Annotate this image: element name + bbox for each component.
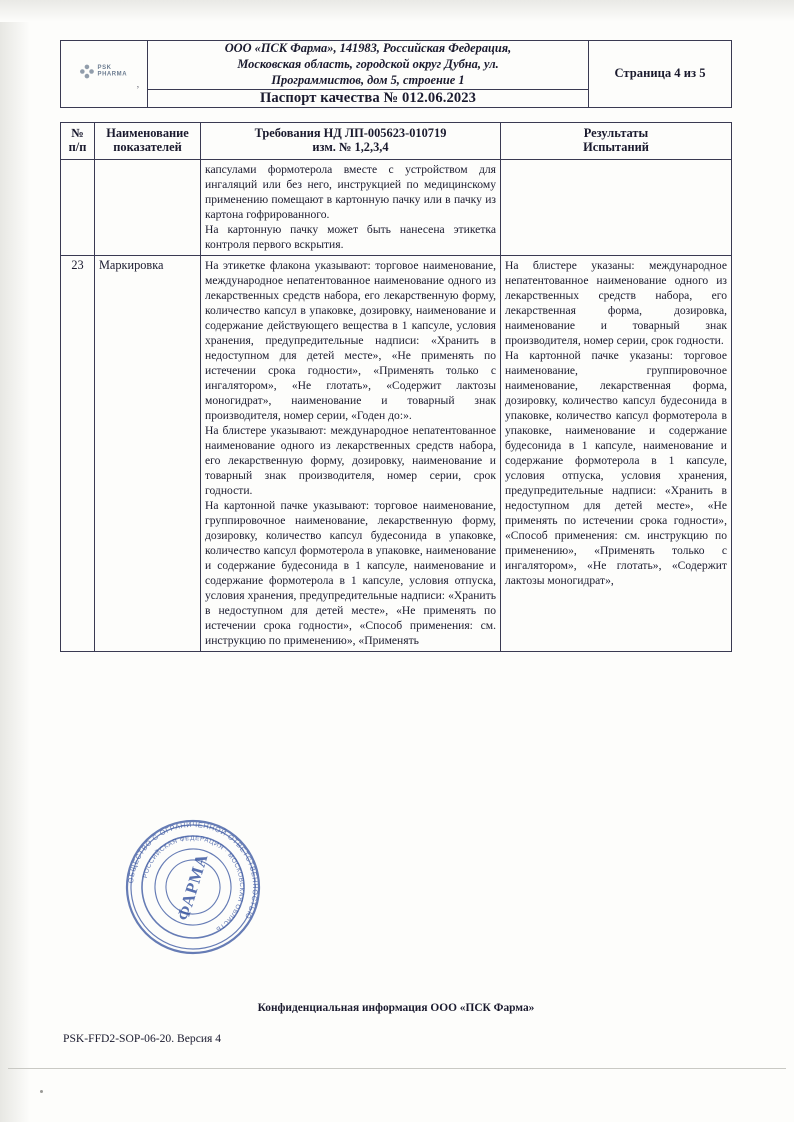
- logo-text-line1: PSK: [97, 64, 112, 71]
- column-header-results: [501, 122, 732, 159]
- footer-document-code: PSK-FFD2-SOP-06-20. Версия 4: [63, 1032, 222, 1045]
- footer-confidential-note: Конфиденциальная информация ООО «ПСК Фарма»: [257, 1002, 535, 1014]
- quality-control-stamp: [105, 799, 281, 975]
- svg-text:ОБЩЕСТВО С ОГРАНИЧЕННОЙ ОТВЕТС: ОБЩЕСТВО С ОГРАНИЧЕННОЙ ОТВЕТСТВЕННОСТЬЮ: [126, 819, 261, 921]
- column-header-results-line1: Результаты: [583, 125, 649, 140]
- company-logo-cell: [61, 41, 148, 108]
- psk-pharma-logo: [80, 64, 127, 78]
- row-number: 23: [61, 255, 95, 651]
- logo-text-line2: PHARMA: [97, 70, 128, 77]
- passport-title: Паспорт качества № 012.06.2023: [148, 89, 589, 107]
- specification-table: [60, 122, 732, 652]
- footer-divider: [8, 1068, 786, 1069]
- row-indicator-name: [95, 159, 201, 255]
- column-header-requirements-line1: Требования НД ЛП-005623-010719: [254, 125, 447, 140]
- table-row: [61, 159, 732, 255]
- svg-text:ФАРМА: ФАРМА: [173, 850, 212, 923]
- row-requirements: На этикетке флакона указывают: торговое наименование, международное непатентованное наименование одного из лекарственных средств набора, его лекарственную форму, количество капсул в упаковке, дозировку, наименование и содержание действующего вещества в 1 капсуле, условия хранения, предупредительные надписи: «Хранить в недоступном для детей месте», «Не применять по истечении срока годности», «Применять только с ингалятором», «Не глотать», «Содержит лактозы моногидрат», наименование и товарный знак производителя, номер серии, «Годен до:». На блистере указывают: международное непатентованное наименование одного из лекарственных средств набора, его лекарственную форму, дозировку, наименование и товарный знак производителя, номер серии, срок годности. На картонной пачке указывают: торговое наименование, группировочное наименование, лекарственную форму, дозировку, количество капсул будесонида в упаковке, количество капсул формотерола в упаковке, наименование и содержание будесонида в 1 капсуле, наименование и содержание формотерола в 1 капсуле, условия отпуска, условия хранения, предупредительные надписи: «Хранить в недоступном для детей месте», «Не применять по истечении срока годности», «Способ применения: см. инструкцию по применению», «Применять: [201, 255, 501, 651]
- column-header-name: [95, 122, 201, 159]
- company-address-cell: [148, 41, 589, 90]
- header-row-company: [61, 41, 732, 90]
- column-header-number-line2: п/п: [68, 140, 87, 155]
- column-header-results-line2: Испытаний: [583, 140, 649, 155]
- scan-edge-left: [0, 0, 30, 1122]
- column-header-name-line2: показателей: [113, 140, 182, 155]
- column-header-number: [61, 122, 95, 159]
- table-header-row: [61, 122, 732, 159]
- company-address-line-1: ООО «ПСК Фарма», 141983, Российская Федерация,: [224, 41, 512, 55]
- document-sheet: [60, 40, 732, 1080]
- row-results: На блистере указаны: международное непатентованное наименование одного из лекарственных средств набора, его лекарственная форма, дозировка, наименование и товарный знак производителя, номер серии, срок годности. На картонной пачке указаны: торговое наименование, группировочное наименование, лекарственная форма, дозировку, количество капсул будесонида в упаковке, количество капсул формотерола в упаковке, наименование и содержание будесонида в 1 капсуле, наименование и содержание формотерола в 1 капсуле, условия отпуска, условия хранения, предупредительные надписи: «Хранить в недоступном для детей месте», «Не применять по истечении срока годности», «Способ применения: см. инструкцию по применению», «Применять только с ингалятором», «Не глотать», «Содержит лактозы моногидрат»,: [501, 255, 732, 651]
- scan-edge-top: [0, 0, 794, 22]
- scan-artifact-dot: [40, 1090, 43, 1093]
- company-address-line-3: Программистов, дом 5, строение 1: [271, 72, 465, 87]
- column-header-number-line1: №: [71, 125, 84, 140]
- document-header-table: [60, 40, 732, 108]
- column-header-requirements-line2: изм. № 1,2,3,4: [312, 140, 389, 155]
- psk-pharma-logo-icon: [80, 64, 94, 78]
- logo-text: [98, 65, 128, 78]
- table-row: [61, 255, 732, 651]
- row-results: [501, 159, 732, 255]
- row-indicator-name: Маркировка: [95, 255, 201, 651]
- row-requirements: капсулами формотерола вместе с устройством для ингаляций или без него, инструкцией по медицинскому применению помещают в картонную пачку или в пачку из картона гофрированного. На картонную пачку может быть нанесена этикетка контроля первого вскрытия.: [201, 159, 501, 255]
- row-number: [61, 159, 95, 255]
- scan-tick-mark: ʼ: [136, 84, 140, 96]
- column-header-name-line1: Наименование: [106, 125, 189, 140]
- column-header-requirements: [201, 122, 501, 159]
- svg-text:РОССИЙСКАЯ ФЕДЕРАЦИЯ · МОСКОВС: РОССИЙСКАЯ ФЕДЕРАЦИЯ · МОСКОВСКАЯ ОБЛАСТЬ: [141, 834, 246, 933]
- company-address-line-2: Московская область, городской округ Дубна, ул.: [237, 56, 499, 71]
- page-number-cell: Страница 4 из 5: [589, 41, 732, 108]
